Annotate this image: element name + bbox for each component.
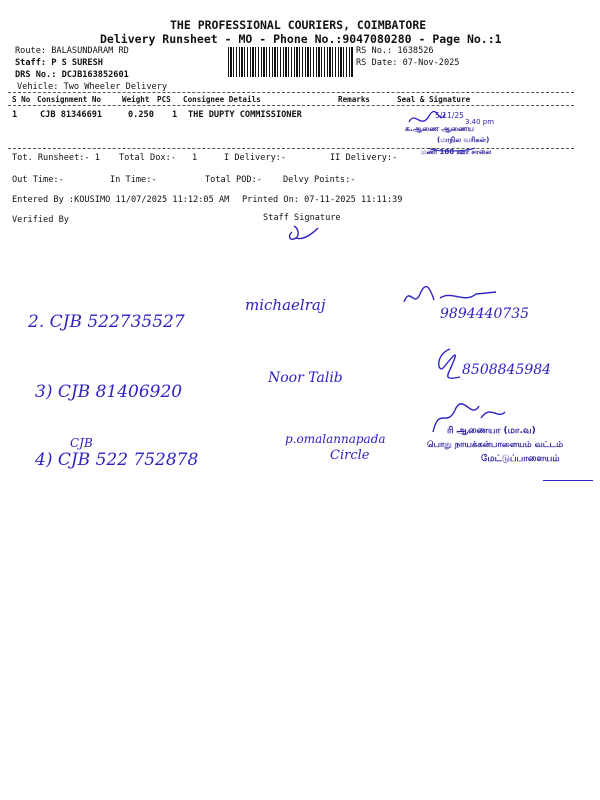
stamp-line-5: மணி 180 ஊர் சாலை (421, 148, 492, 156)
handwritten-entry-2-number: 2. CJB 522735527 (28, 312, 185, 332)
staff-signature-icon (284, 222, 324, 246)
stamp-time: 3.40 pm (465, 118, 495, 126)
verified-by: Verified By (12, 215, 69, 225)
second-delivery: II Delivery:- (330, 153, 398, 163)
handwritten-entry-2-name: michaelraj (245, 296, 326, 314)
in-time: In Time:- (110, 175, 157, 185)
col-remarks: Remarks (338, 95, 371, 104)
handwritten-entry-4-number: 4) CJB 522 752878 (35, 450, 199, 470)
col-weight: Weight (122, 95, 150, 104)
total-dox: Total Dox:- (119, 153, 176, 163)
handwritten-entry-4-name-line2: Circle (330, 448, 370, 463)
total-dox-value: 1 (192, 153, 198, 163)
drs-number: DRS No.: DCJB163852601 (15, 70, 129, 80)
table-header-rule (8, 105, 574, 106)
stamp-line-3: க.ஆணை ஆணைய (405, 124, 474, 133)
handwritten-entry-3-name: Noor Talib (268, 370, 343, 386)
row-pcs: 1 (172, 110, 178, 120)
office-stamp-line-2: பொது நாயக்கன்பாளையம் வட்டம் (427, 440, 564, 450)
seal-stamp (405, 108, 555, 163)
staff-signature-label: Staff Signature (263, 213, 341, 223)
printed-on: Printed On: 07-11-2025 11:11:39 (242, 195, 403, 205)
col-seal: Seal & Signature (397, 95, 471, 104)
company-title: THE PROFESSIONAL COURIERS, COIMBATORE (170, 18, 427, 32)
col-consignee: Consignee Details (183, 95, 261, 104)
barcode (228, 47, 354, 77)
handwritten-entry-2-phone: 9894440735 (440, 306, 530, 322)
office-stamp-line-1: ரி ஆணையா (மா.வ) (447, 426, 536, 436)
office-stamp-underline (543, 480, 593, 481)
col-pcs: PCS (157, 95, 171, 104)
row-consignment: CJB 81346691 (40, 110, 103, 120)
vehicle: Vehicle: Two Wheeler Delivery (17, 82, 168, 92)
rs-number: RS No.: 1638526 (356, 46, 434, 56)
row-weight: 0.250 (128, 110, 154, 120)
rs-date: RS Date: 07-Nov-2025 (356, 58, 460, 68)
delivery-points: Delvy Points:- (283, 175, 356, 185)
total-runsheet: Tot. Runsheet:- 1 (12, 153, 100, 163)
entered-by: Entered By :KOUSIMO 11/07/2025 11:12:05 AM (12, 195, 230, 205)
office-stamp-line-3: மேட்டுப்பாளையம் (481, 454, 560, 464)
table-top-rule (8, 92, 574, 93)
row-consignee: THE DUPTY COMMISSIONER (188, 110, 302, 120)
first-delivery: I Delivery:- (224, 153, 287, 163)
stamp-date: 5/11/25 (435, 111, 464, 120)
handwritten-entry-4-prefix: CJB (70, 436, 93, 450)
handwritten-entry-3-number: 3) CJB 81406920 (35, 382, 183, 402)
out-time: Out Time:- (12, 175, 64, 185)
row-sno: 1 (12, 110, 18, 120)
route: Route: BALASUNDARAM RD (15, 46, 129, 56)
stamp-line-4: (மாநில வரிகள்) (437, 136, 490, 144)
col-consignment: Consignment No (37, 95, 102, 104)
office-stamp (425, 402, 595, 492)
handwritten-entry-3-phone: 8508845984 (462, 362, 552, 378)
runsheet-subtitle: Delivery Runsheet - MO - Phone No.:9047080280 - Page No.:1 (100, 32, 502, 46)
handwritten-entry-4-name: p.omalannapada (285, 432, 386, 446)
total-pod: Total POD:- (205, 175, 262, 185)
staff: Staff: P S SURESH (15, 58, 103, 68)
col-sno: S No (12, 95, 31, 104)
